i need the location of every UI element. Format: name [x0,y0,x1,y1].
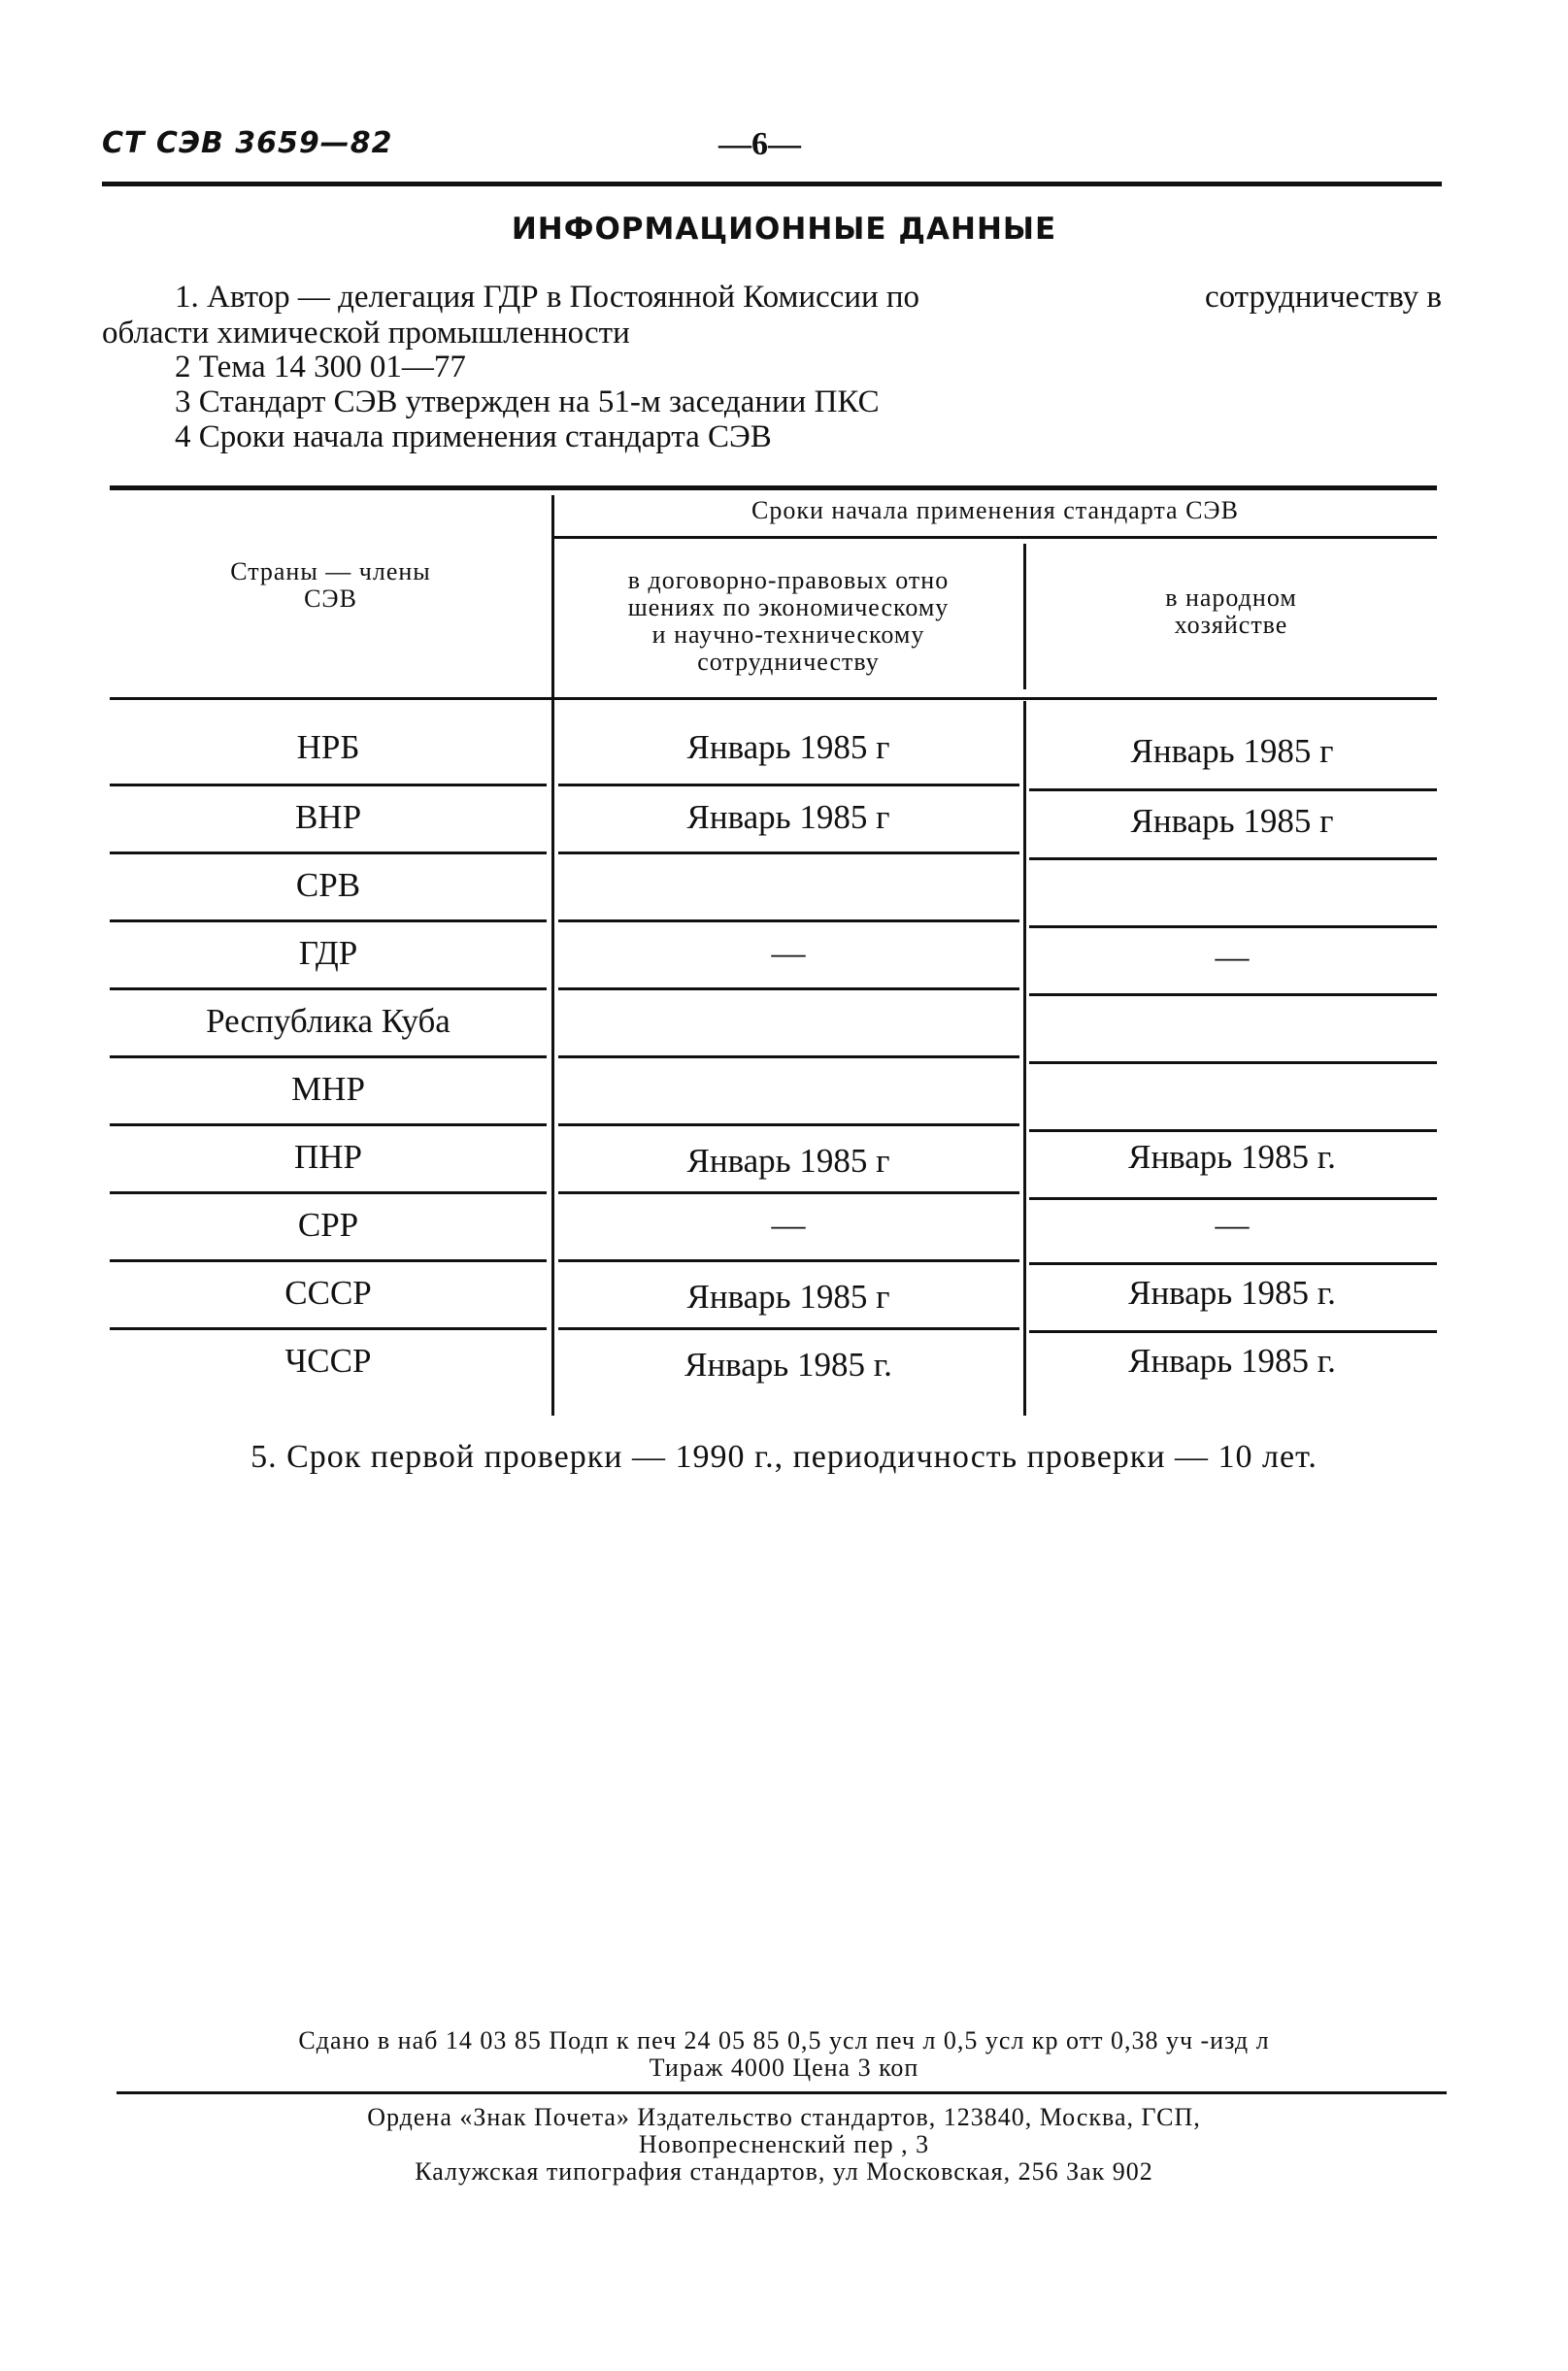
country-cell: ПНР [293,1138,363,1176]
item-3: 3 Стандарт СЭВ утвержден на 51-м заседании ПКС [175,384,880,419]
row-rule [1029,1129,1437,1132]
table-top-rule [110,485,1437,490]
header-group-rule [553,536,1437,539]
contract-date-cell: — [771,1206,806,1244]
row-rule [1029,925,1437,928]
country-cell: СРР [297,1206,359,1244]
column-header-countries: Страны — члены СЭВ [230,557,431,613]
contract-date-cell: — [771,934,806,972]
economy-date-cell: Январь 1985 г. [1128,1138,1336,1176]
contract-date-cell: Январь 1985 г [686,798,890,836]
economy-date-cell: Январь 1985 г. [1128,1274,1336,1312]
item-2: 2 Тема 14 300 01—77 [175,350,466,384]
row-rule [558,1123,1019,1126]
imprint-line-2: Тираж 4000 Цена 3 коп [649,2054,919,2082]
row-rule [558,852,1019,854]
item-1-left: 1. Автор — делегация ГДР в Постоянной Комиссии по [175,280,920,315]
row-rule [1029,1262,1437,1265]
economy-date-cell: — [1215,1206,1250,1244]
imprint-line-4: Новопресненский пер , 3 [638,2130,930,2158]
economy-date-cell: Январь 1985 г [1130,802,1334,840]
item-1-right: сотрудничеству в [1204,280,1442,315]
row-rule [1029,857,1437,860]
country-cell: ВНР [294,798,362,836]
item-1-line-2: области химической промышленности [102,316,630,351]
imprint-line-1: Сдано в наб 14 03 85 Подп к печ 24 05 85 0,5 усл печ л 0,5 усл кр отт 0,38 уч -изд л [298,2026,1270,2054]
country-cell: ГДР [298,934,358,972]
row-rule [110,784,547,786]
row-rule [1029,993,1437,996]
row-rule [110,1191,547,1194]
header-rule [102,182,1442,186]
item-4: 4 Сроки начала применения стандарта СЭВ [175,419,772,454]
imprint-rule [117,2091,1447,2094]
country-cell: МНР [291,1070,365,1108]
contract-date-cell: Январь 1985 г [686,1278,890,1316]
row-rule [110,1327,547,1330]
country-cell: Республика Куба [206,1002,450,1040]
country-cell: СРВ [295,866,361,904]
item-1-line-1 [175,280,1442,315]
row-rule [558,1055,1019,1058]
row-rule [110,987,547,990]
row-rule [110,919,547,922]
row-rule [558,784,1019,786]
row-rule [1029,1061,1437,1064]
country-cell: НРБ [296,728,360,766]
imprint-line-3: Ордена «Знак Почета» Издательство стандартов, 123840, Москва, ГСП, [367,2103,1201,2131]
row-rule [1029,1197,1437,1200]
economy-date-cell: Январь 1985 г [1130,732,1334,770]
row-rule [558,987,1019,990]
item-5: 5. Срок первой проверки — 1990 г., периодичность проверки — 10 лет. [250,1439,1318,1475]
column-header-economy: в народном хозяйстве [1165,584,1297,639]
contract-date-cell: Январь 1985 г [686,728,890,766]
vertical-rule-1 [551,495,554,1416]
imprint-line-5: Калужская типография стандартов, ул Московская, 256 Зак 902 [415,2157,1153,2186]
document-code: СТ СЭВ 3659—82 [102,126,393,160]
row-rule [558,919,1019,922]
row-rule [110,852,547,854]
row-rule [110,1259,547,1262]
country-cell: СССР [284,1274,372,1312]
column-header-group: Сроки начала применения стандарта СЭВ [751,496,1239,524]
country-cell: ЧССР [284,1342,372,1380]
row-rule [558,1259,1019,1262]
economy-date-cell: Январь 1985 г. [1128,1342,1336,1380]
page-number: —6— [718,126,801,162]
contract-date-cell: Январь 1985 г [686,1142,890,1180]
row-rule [558,1327,1019,1330]
row-rule [558,1191,1019,1194]
row-rule [1029,788,1437,791]
page-title: ИНФОРМАЦИОННЫЕ ДАННЫЕ [511,212,1057,247]
row-rule [110,1055,547,1058]
row-rule [1029,1330,1437,1333]
economy-date-cell: — [1215,938,1250,976]
row-rule [110,1123,547,1126]
header-bottom-rule [110,697,1437,700]
vertical-rule-2-body [1023,701,1026,1416]
contract-date-cell: Январь 1985 г. [684,1346,892,1384]
vertical-rule-2-header [1023,544,1026,689]
column-header-contract: в договорно-правовых отно шениях по экономическому и научно-техническому сотрудничеству [627,566,950,676]
